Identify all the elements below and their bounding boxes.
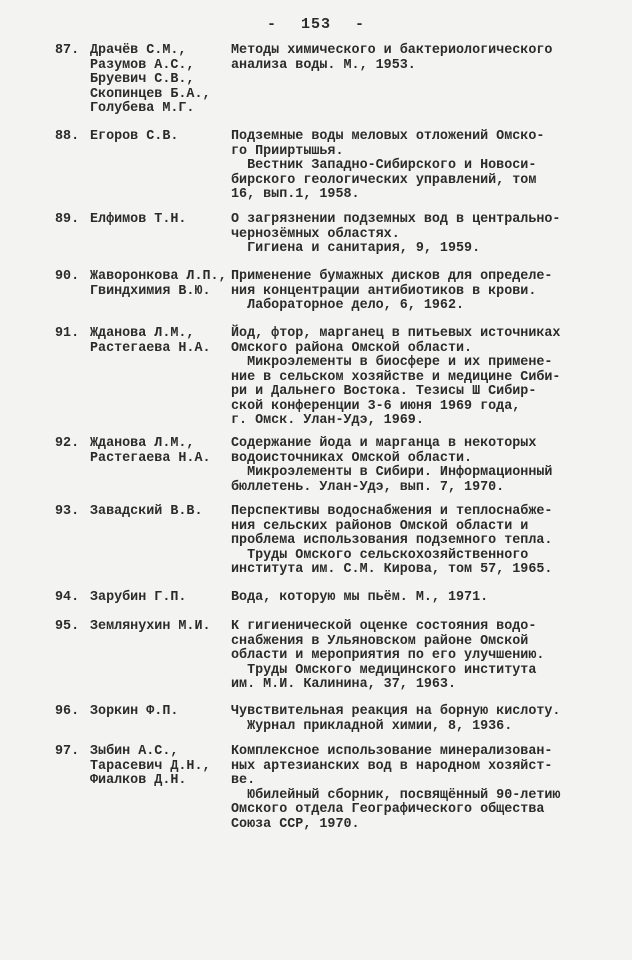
entry-source-line: им. М.И. Калинина, 37, 1963.	[231, 677, 456, 692]
entry-authors	[90, 620, 230, 635]
entry-title-line: анализа воды. М., 1953.	[231, 57, 416, 73]
entry-title-line: ния сельских районов Омской области и	[231, 518, 529, 534]
author-name: Зоркин Ф.П.	[90, 704, 179, 719]
entry-source-line: ние в сельском хозяйстве и медицине Сиби-	[231, 369, 561, 385]
entry-title-line: Методы химического и бактериологического	[231, 43, 553, 58]
entry-source-line: Микроэлементы в Сибири. Информационный	[231, 465, 553, 480]
entry-body	[231, 44, 631, 73]
entry-number: 94.	[55, 590, 80, 605]
page-number: 153	[300, 16, 331, 33]
entry-source-line: Труды Омского медицинского института	[231, 662, 537, 678]
author-name: Фиалков Д.Н.	[90, 773, 187, 788]
author-name: Егоров С.В.	[90, 129, 179, 144]
author-name: Растегаева Н.А.	[90, 450, 211, 466]
entry-authors	[90, 745, 230, 789]
entry-title-line: К гигиенической оценке состояния водо-	[231, 619, 537, 634]
page-number-dash-right: -	[355, 16, 366, 33]
entry-source-line: Лабораторное дело, 6, 1962.	[231, 298, 465, 313]
entry-number: 93.	[55, 504, 80, 519]
entry-source-line: бирского геологических управлений, том	[231, 172, 537, 188]
page-number-dash-left: -	[266, 16, 277, 33]
entry-title-line: проблема использования подземного тепла.	[231, 533, 553, 548]
entry-title-line: Комплексное использование минерализован-	[231, 744, 553, 759]
entry-source-line: Вестник Западно-Сибирского и Новоси-	[231, 158, 537, 173]
entry-body	[231, 505, 631, 578]
entry-title-line: Подземные воды меловых отложений Омско-	[231, 129, 545, 144]
entry-body	[231, 270, 631, 314]
author-name: Бруевич С.В.,	[90, 72, 195, 87]
entry-source-line: ри и Дальнего Востока. Тезисы Ш Сибир-	[231, 384, 537, 399]
author-name: Жданова Л.М.,	[90, 326, 195, 341]
entry-source-line: Труды Омского сельскохозяйственного	[231, 547, 529, 563]
entry-source-line: Микроэлементы в биосфере и их примене-	[231, 355, 553, 370]
entry-authors	[90, 213, 230, 228]
entry-title-line: Йод, фтор, марганец в питьевых источниках	[231, 326, 561, 341]
page-header	[0, 16, 632, 33]
author-name: Разумов А.С.,	[90, 57, 195, 73]
entry-number: 97.	[55, 744, 80, 759]
entry-body	[231, 620, 631, 693]
entry-body	[231, 327, 631, 429]
entry-title-line: ве.	[231, 773, 256, 788]
entry-title-line: Применение бумажных дисков для определе-	[231, 269, 553, 284]
entry-source-line: бюллетень. Улан-Удэ, вып. 7, 1970.	[231, 479, 505, 495]
entry-title-line: го Прииртышья.	[231, 143, 344, 159]
entry-number: 89.	[55, 212, 80, 227]
entry-number: 95.	[55, 619, 80, 634]
author-name: Зарубин Г.П.	[90, 590, 187, 605]
entry-source-line: ской конференции 3-6 июня 1969 года,	[231, 398, 521, 414]
entry-title-line: Омского района Омской области.	[231, 340, 473, 356]
author-name: Тарасевич Д.Н.,	[90, 758, 211, 774]
entry-number: 90.	[55, 269, 80, 284]
entry-source-line: Журнал прикладной химии, 8, 1936.	[231, 718, 513, 734]
entry-title-line: Чувствительная реакция на борную кислоту.	[231, 704, 561, 719]
entry-body	[231, 745, 631, 832]
entry-number: 87.	[55, 43, 80, 58]
entry-title-line: Перспективы водоснабжения и теплоснабже-	[231, 504, 553, 519]
entry-source-line: Союза ССР, 1970.	[231, 816, 360, 832]
author-name: Жаворонкова Л.П.,	[90, 269, 227, 284]
author-name: Завадский В.В.	[90, 504, 203, 519]
entry-title-line: ния концентрации антибиотиков в крови.	[231, 283, 537, 299]
entry-body	[231, 591, 631, 606]
author-name: Елфимов Т.Н.	[90, 212, 187, 227]
entry-body	[231, 705, 631, 734]
entry-title-line: снабжения в Ульяновском районе Омской	[231, 633, 529, 649]
entry-source-line: Юбилейный сборник, посвящённый 90-летию	[231, 787, 561, 803]
author-name: Зыбин А.С.,	[90, 744, 179, 759]
entry-title-line: О загрязнении подземных вод в центрально-	[231, 212, 561, 227]
author-name: Драчёв С.М.,	[90, 43, 187, 58]
entry-authors	[90, 130, 230, 145]
entry-body	[231, 437, 631, 495]
entry-authors	[90, 437, 230, 466]
entry-title-line: области и мероприятия по его улучшению.	[231, 648, 545, 663]
author-name: Растегаева Н.А.	[90, 340, 211, 356]
entry-title-line: Вода, которую мы пьём. М., 1971.	[231, 590, 489, 605]
entry-title-line: ных артезианских вод в народном хозяйст-	[231, 758, 553, 774]
entry-number: 88.	[55, 129, 80, 144]
author-name: Жданова Л.М.,	[90, 436, 195, 451]
entry-source-line: Гигиена и санитария, 9, 1959.	[231, 241, 481, 256]
entry-source-line: института им. С.М. Кирова, том 57, 1965.	[231, 562, 553, 577]
entry-title-line: Содержание йода и марганца в некоторых	[231, 436, 537, 451]
entry-authors	[90, 505, 230, 520]
entry-number: 91.	[55, 326, 80, 341]
entry-number: 92.	[55, 436, 80, 451]
author-name: Скопинцев Б.А.,	[90, 86, 211, 102]
author-name: Землянухин М.И.	[90, 619, 211, 634]
entry-body	[231, 130, 631, 203]
entry-title-line: чернозёмных областях.	[231, 226, 400, 242]
entry-source-line: Омского отдела Географического общества	[231, 802, 545, 817]
entry-source-line: 16, вып.1, 1958.	[231, 187, 360, 202]
entry-title-line: водоисточниках Омской области.	[231, 450, 473, 466]
entry-authors	[90, 327, 230, 356]
author-name: Гвиндхимия В.Ю.	[90, 283, 211, 299]
entry-body	[231, 213, 631, 257]
author-name: Голубева М.Г.	[90, 101, 195, 116]
entry-authors	[90, 591, 230, 606]
entry-authors	[90, 44, 230, 117]
entry-authors	[90, 705, 230, 720]
entry-number: 96.	[55, 704, 80, 719]
entry-source-line: г. Омск. Улан-Удэ, 1969.	[231, 413, 424, 428]
entry-authors	[90, 270, 230, 299]
